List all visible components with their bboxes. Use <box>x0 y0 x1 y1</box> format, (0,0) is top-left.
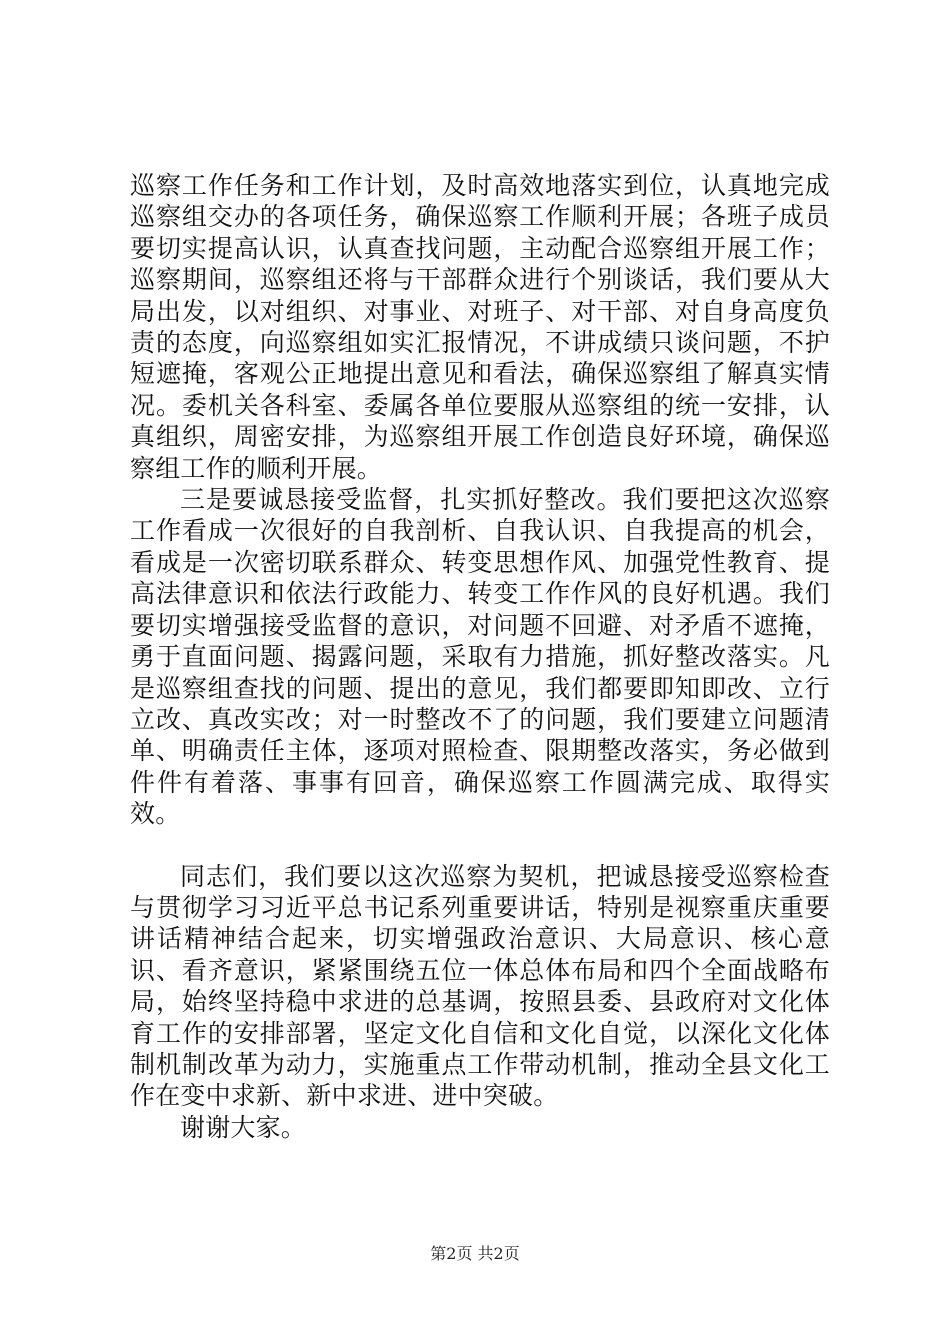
page-number-footer: 第2页 共2页 <box>430 1244 520 1263</box>
paragraph-continued: 巡察工作任务和工作计划，及时高效地落实到位，认真地完成巡察组交办的各项任务，确保巡察工作顺利开展；各班子成员要切实提高认识，认真查找问题，主动配合巡察组开展工作；巡察期间，巡察组还将与干部群众进行个别谈话，我们要从大局出发，以对组织、对事业、对班子、对干部、对自身高度负责的态度，向巡察组如实汇报情况，不讲成绩只谈问题，不护短遮掩，客观公正地提出意见和看法，确保巡察组了解真实情况。委机关各科室、委属各单位要服从巡察组的统一安排，认真组织，周密安排，为巡察组开展工作创造良好环境，确保巡察组工作的顺利开展。 <box>130 171 830 483</box>
paragraph-closing: 同志们，我们要以这次巡察为契机，把诚恳接受巡察检查与贯彻学习习近平总书记系列重要讲话，特别是视察重庆重要讲话精神结合起来，切实增强政治意识、大局意识、核心意识、看齐意识，紧紧围绕五位一体总体布局和四个全面战略布局，始终坚持稳中求进的总基调，按照县委、县政府对文化体育工作的安排部署，坚定文化自信和文化自觉，以深化文化体制机制改革为动力，实施重点工作带动机制，推动全县文化工作在变中求新、新中求进、进中突破。 <box>130 861 830 1111</box>
document-body <box>130 170 830 1143</box>
paragraph-thanks: 谢谢大家。 <box>180 1112 307 1142</box>
paragraph-supervision: 三是要诚恳接受监督，扎实抓好整改。我们要把这次巡察工作看成一次很好的自我剖析、自我认识、自我提高的机会，看成是一次密切联系群众、转变思想作风、加强党性教育、提高法律意识和依法行政能力、转变工作作风的良好机遇。我们要切实增强接受监督的意识，对问题不回避、对矛盾不遮掩，勇于直面问题、揭露问题，采取有力措施，抓好整改落实。凡是巡察组查找的问题、提出的意见，我们都要即知即改、立行立改、真改实改；对一时整改不了的问题，我们要建立问题清单、明确责任主体，逐项对照检查、限期整改落实，务必做到件件有着落、事事有回音，确保巡察工作圆满完成、取得实效。 <box>130 485 830 829</box>
